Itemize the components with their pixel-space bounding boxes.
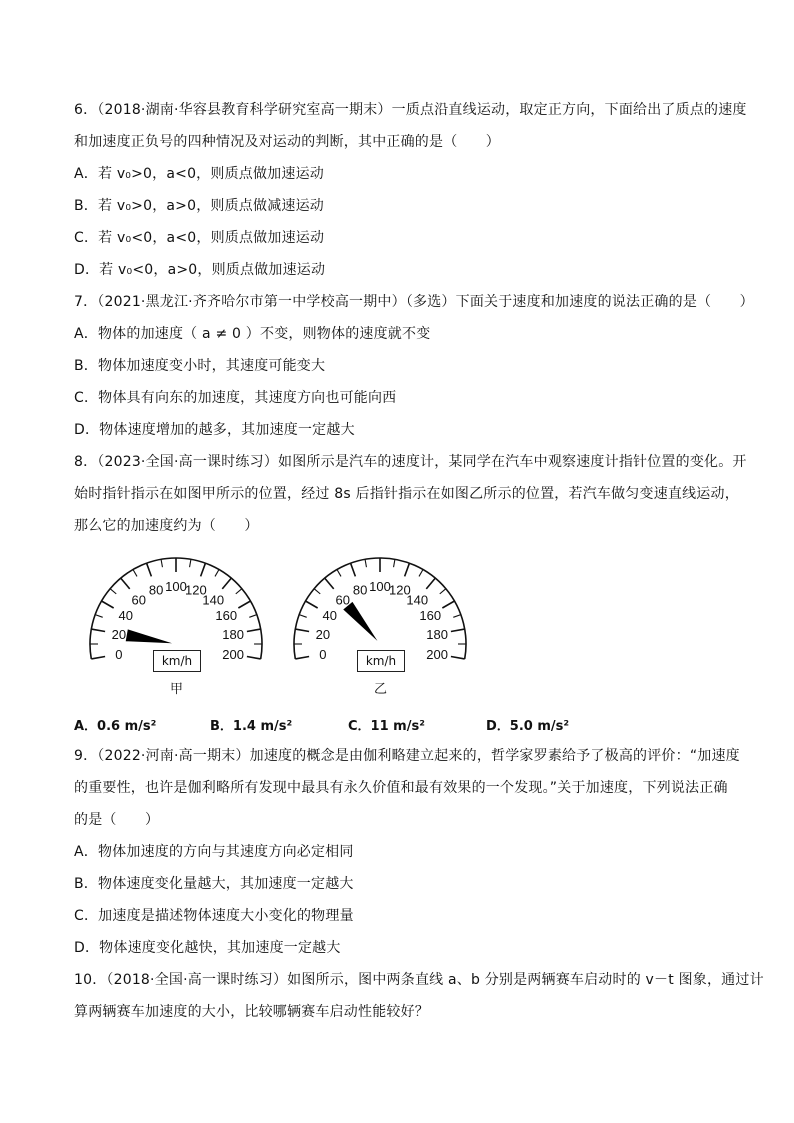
gauge-1-tick [201,563,206,576]
gauge-2-tick-label: 160 [419,608,442,623]
gauge-2-tick-label: 20 [315,626,331,642]
gauge-2-tick [337,570,341,577]
gauge-1-tick-label: 120 [184,582,207,598]
gauge-1-tick [249,615,257,618]
gauge-1-tick-label: 0 [115,647,123,663]
speedometer-figure [70,548,490,704]
gauge-2-tick [295,657,309,659]
gauge-2-tick [426,578,435,589]
gauge-2-unit-box: km/h [357,650,405,672]
gauge-2-tick [419,570,423,577]
gauge-2-tick [451,629,465,631]
q9-option-a: A．物体加速度的方向与其速度方向必定相同 [74,844,354,860]
gauge-2-tick [325,578,334,589]
gauge-1-tick [161,559,162,567]
q10-stem-line-2: 算两辆赛车加速度的大小，比较哪辆赛车启动性能较好？ [74,1004,429,1020]
gauge-1-tick [102,601,114,608]
gauge-2-tick-label: 200 [426,647,448,663]
gauge-1-tick [236,589,242,594]
q7-option-d: D．物体速度增加的越多，其加速度一定越大 [74,422,355,438]
q7-option-b: B．物体加速度变小时，其速度可能变大 [74,358,326,374]
gauge-1-unit-box: km/h [153,650,201,672]
gauge-2-tick [442,601,454,608]
gauge-1-tick-label: 20 [111,626,127,642]
gauge-1-tick [247,657,261,659]
q8-option-d: D．5.0 m/s² [486,719,570,734]
gauge-2-tick-label: 100 [369,579,391,594]
gauge-2-tick [394,559,395,567]
gauge-1-tick-label: 40 [118,608,134,623]
gauge-1-tick [95,615,103,618]
q8-option-a: A．0.6 m/s² [74,719,157,734]
gauge-2-tick-label: 0 [319,647,327,663]
speedometer-gauges-svg [70,548,490,704]
gauge-2-tick-label: 40 [322,608,338,623]
q7-option-c: C．物体具有向东的加速度，其速度方向也可能向西 [74,390,397,406]
gauge-1-tick [190,559,191,567]
gauge-1-tick [91,657,105,659]
q6-stem-line-2: 和加速度正负号的四种情况及对运动的判断，其中正确的是（ ） [74,134,500,150]
gauge-1-tick-label: 180 [222,626,244,642]
gauge-2-tick [365,559,366,567]
gauge-1-tick [133,570,137,577]
gauge-2 [294,558,466,662]
gauge-1-needle [126,629,172,643]
gauge-2-tick-label: 120 [388,582,411,598]
q6-option-a: A．若 v₀>0，a<0，则质点做加速运动 [74,166,324,182]
gauge-1-tick [247,629,261,631]
q9-option-d: D．物体速度变化越快，其加速度一定越大 [74,940,341,956]
q9-option-b: B．物体速度变化量越大，其加速度一定越大 [74,876,354,892]
gauge-2-tick [299,615,307,618]
gauge-2-tick [453,615,461,618]
q6-option-d: D．若 v₀<0，a>0，则质点做加速运动 [74,262,326,278]
gauge-1-tick [121,578,130,589]
q7-stem-line-1: 7．（2021·黑龙江·齐齐哈尔市第一中学校高一期中）（多选）下面关于速度和加速度的说法正确的是（ ） [74,294,754,310]
gauge-1-tick-label: 160 [215,608,238,623]
gauge-2-tick-label: 60 [335,592,350,608]
gauge-1-tick [215,570,219,577]
gauge-2-tick [306,601,318,608]
gauge-1-tick-label: 60 [131,592,146,608]
gauge-1-tick-label: 200 [222,647,244,663]
q8-stem-line-1: 8．（2023·全国·高一课时练习）如图所示是汽车的速度计，某同学在汽车中观察速度计指针位置的变化。开 [74,454,747,470]
gauge-2-tick [295,629,309,631]
gauge-2-tick-label: 180 [426,626,448,642]
q7-option-a: A．物体的加速度（ a ≠ 0 ）不变，则物体的速度就不变 [74,326,431,342]
q8-stem-line-3: 那么它的加速度约为（ ） [74,518,259,534]
q10-stem-line-1: 10．（2018·全国·高一课时练习）如图所示，图中两条直线 a、b 分别是两辆赛车启动时的 v－t 图象，通过计 [74,972,764,988]
q9-option-c: C．加速度是描述物体速度大小变化的物理量 [74,908,354,924]
q9-stem-line-3: 的是（ ） [74,812,160,828]
gauge-1-tick [110,589,116,594]
gauge-2-tick [351,563,356,576]
gauge-2-tick [451,657,465,659]
q6-option-c: C．若 v₀<0，a<0，则质点做加速运动 [74,230,325,246]
gauge-2-tick-label: 140 [406,592,429,608]
q8-stem-line-2: 始时指针指示在如图甲所示的位置，经过 8s 后指针指示在如图乙所示的位置，若汽车做匀变速直线运动， [74,486,739,502]
gauge-1-tick [222,578,231,589]
q9-stem-line-2: 的重要性，也许是伽利略所有发现中最具有永久价值和最有效果的一个发现。”关于加速度，下列说法正确 [74,780,728,796]
q8-options-row [74,715,734,735]
gauge-1-caption: 甲 [170,682,184,697]
gauge-1-tick-label: 100 [165,579,187,594]
gauge-2-tick [405,563,410,576]
gauge-2-tick [314,589,320,594]
gauge-1-tick [91,629,105,631]
gauge-1-tick-label: 80 [148,582,164,598]
gauge-1-tick [147,563,152,576]
gauge-2-needle [343,602,377,641]
q8-option-c: C．11 m/s² [348,719,425,734]
q6-stem-line-1: 6．（2018·湖南·华容县教育科学研究室高一期末）一质点沿直线运动，取定正方向，下面给出了质点的速度 [74,102,747,118]
q8-option-b: B．1.4 m/s² [210,719,293,734]
q9-stem-line-1: 9．（2022·河南·高一期末）加速度的概念是由伽利略建立起来的，哲学家罗素给予了极高的评价：“加速度 [74,748,740,764]
gauge-1 [90,558,262,662]
gauge-2-tick-label: 80 [352,582,368,598]
gauge-2-caption: 乙 [374,682,388,697]
q6-option-b: B．若 v₀>0，a>0，则质点做减速运动 [74,198,325,214]
gauge-1-tick [238,601,250,608]
gauge-1-tick-label: 140 [202,592,225,608]
gauge-2-tick [440,589,446,594]
